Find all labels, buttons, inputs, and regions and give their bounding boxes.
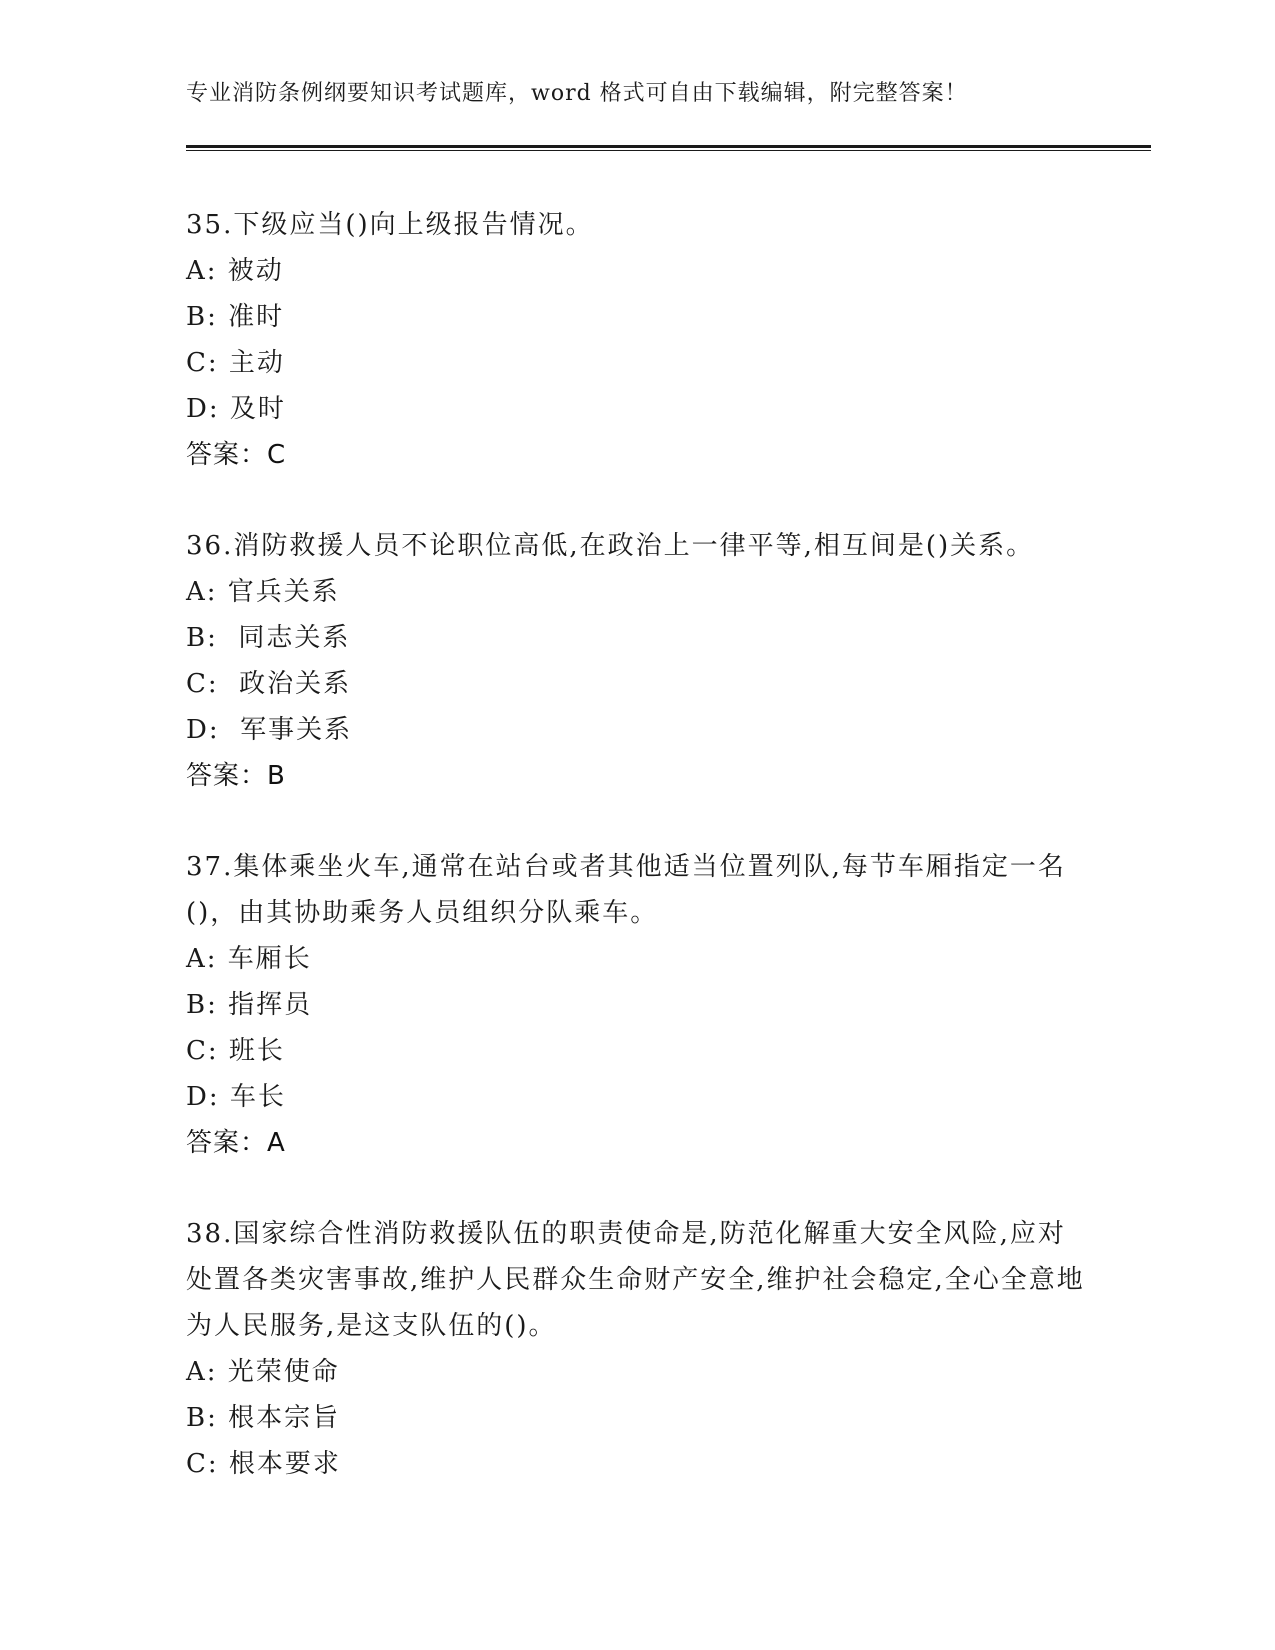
question-stem: 35.下级应当()向上级报告情况。 [186, 210, 594, 240]
question-stem: 37.集体乘坐火车,通常在站台或者其他适当位置列队,每节车厢指定一名()，由其协助乘务人员组织分队乘车。 [186, 852, 1066, 928]
option-a: A: 被动 [186, 256, 284, 286]
answer-key: 答案：C [186, 440, 287, 470]
option-d: D: 军事关系 [186, 715, 353, 745]
question-37 [186, 844, 1086, 1166]
question-35 [186, 202, 1086, 478]
option-c: C: 根本要求 [186, 1449, 341, 1479]
question-stem: 36.消防救援人员不论职位高低,在政治上一律平等,相互间是()关系。 [186, 531, 1035, 561]
question-36 [186, 523, 1086, 799]
answer-key: 答案：A [186, 1128, 286, 1158]
question-38 [186, 1211, 1086, 1487]
option-a: A: 车厢长 [186, 944, 312, 974]
header-divider-thin [186, 150, 1151, 151]
option-d: D: 及时 [186, 394, 286, 424]
option-a: A: 官兵关系 [186, 577, 340, 607]
page-header: 专业消防条例纲要知识考试题库，word 格式可自由下载编辑，附完整答案！ [186, 81, 968, 106]
option-b: B: 指挥员 [186, 990, 313, 1020]
question-stem: 38.国家综合性消防救援队伍的职责使命是,防范化解重大安全风险,应对处置各类灾害事故,维护人民群众生命财产安全,维护社会稳定,全心全意地为人民服务,是这支队伍的()。 [186, 1219, 1085, 1341]
question-list [186, 202, 1086, 1532]
option-b: B: 根本宗旨 [186, 1403, 341, 1433]
option-a: A: 光荣使命 [186, 1357, 340, 1387]
option-c: C: 政治关系 [186, 669, 352, 699]
option-c: C: 班长 [186, 1036, 285, 1066]
answer-key: 答案：B [186, 761, 286, 791]
header-divider-thick [186, 145, 1151, 148]
option-c: C: 主动 [186, 348, 285, 378]
option-b: B: 同志关系 [186, 623, 351, 653]
option-d: D: 车长 [186, 1082, 286, 1112]
option-b: B: 准时 [186, 302, 285, 332]
